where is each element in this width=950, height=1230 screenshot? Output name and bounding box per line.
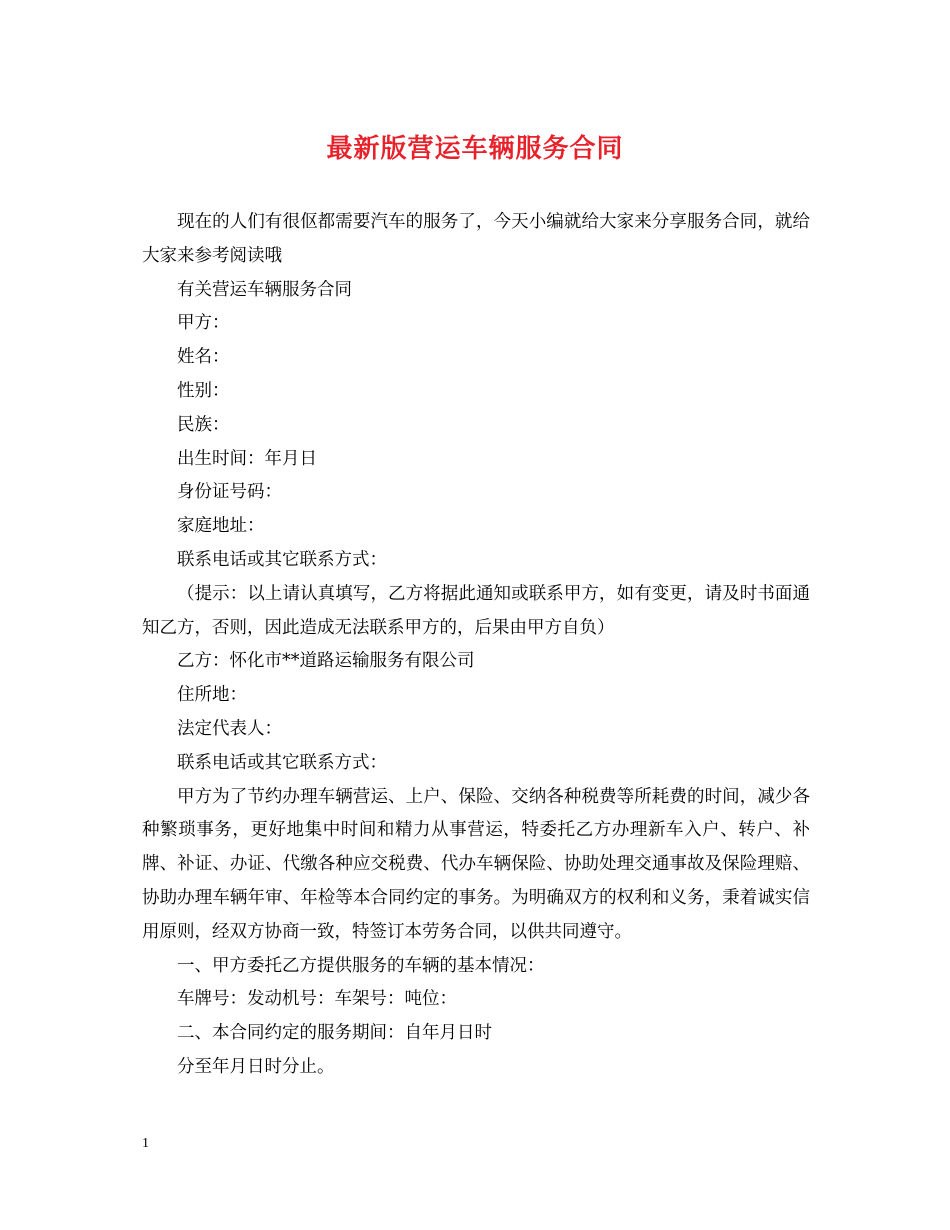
paragraph-id-number: 身份证号码： [177, 482, 282, 503]
paragraph-contact-a: 联系电话或其它联系方式： [177, 549, 387, 570]
paragraph-residence: 住所地： [177, 685, 247, 706]
paragraph-purpose: 甲方为了节约办理车辆营运、上户、保险、交纳各种税费等所耗费的时间，减少各种繁琐事务，更好地集中时间和精力从事营运，特委托乙方办理新车入户、转户、补牌、补证、办证、代缴各种应交税费、代办车辆保险、协助处理交通事故及保险理赔、协助办理车辆年审、年检等本合同约定的事务。为明确双方的权利和义务，秉着诚实信用原则，经双方协商一致，特签订本劳务合同，以供共同遵守。 [142, 786, 810, 942]
paragraph-vehicle-info: 车牌号：发动机号：车架号：吨位： [177, 989, 457, 1010]
paragraph-home-address: 家庭地址： [177, 516, 265, 537]
paragraph-party-b: 乙方：怀化市**道路运输服务有限公司 [177, 651, 475, 672]
document-title: 最新版营运车辆服务合同 [326, 134, 624, 164]
paragraph-gender: 性别： [177, 380, 230, 401]
document-body [142, 206, 810, 1085]
paragraph-section-2: 二、本合同约定的服务期间：自年月日时 [177, 1023, 492, 1044]
paragraph-contract-heading: 有关营运车辆服务合同 [177, 279, 352, 300]
paragraph-ethnicity: 民族： [177, 414, 230, 435]
paragraph-service-end: 分至年月日时分止。 [177, 1056, 335, 1077]
paragraph-legal-rep: 法定代表人： [177, 718, 282, 739]
paragraph-birth-date: 出生时间：年月日 [177, 448, 317, 469]
page-number: 1 [142, 1136, 149, 1151]
paragraph-name: 姓名： [177, 347, 230, 368]
paragraph-intro: 现在的人们有很伛都需要汽车的服务了，今天小编就给大家来分享服务合同，就给大家来参考阅读哦 [142, 212, 810, 266]
paragraph-party-a: 甲方： [177, 313, 230, 334]
paragraph-section-1: 一、甲方委托乙方提供服务的车辆的基本情况： [177, 955, 545, 976]
paragraph-notice: （提示：以上请认真填写，乙方将据此通知或联系甲方，如有变更，请及时书面通知乙方，否则，因此造成无法联系甲方的，后果由甲方自负） [142, 583, 810, 638]
paragraph-contact-b: 联系电话或其它联系方式： [177, 752, 387, 773]
